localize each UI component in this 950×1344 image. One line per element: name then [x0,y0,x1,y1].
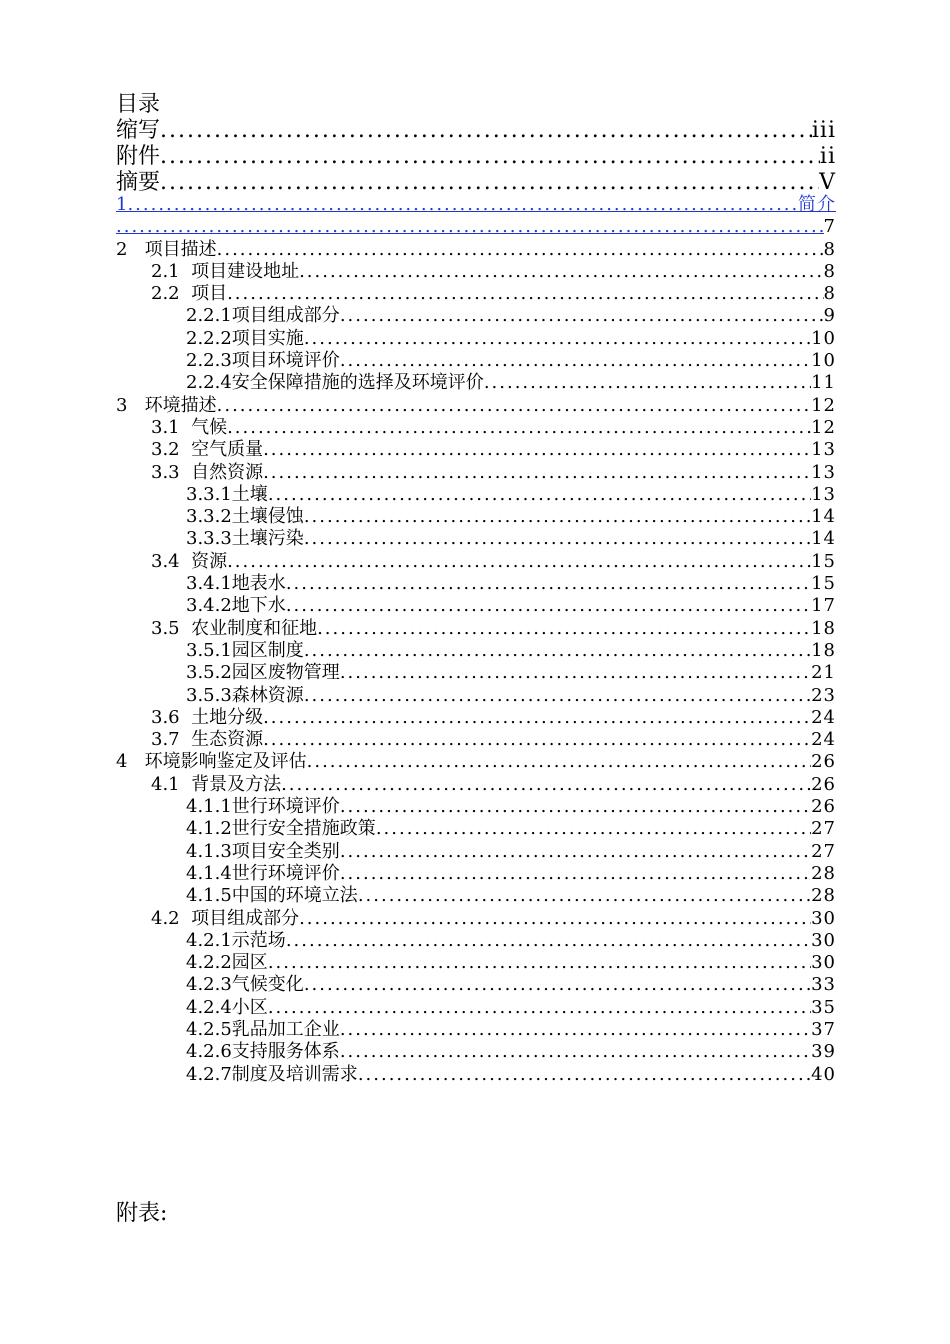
toc-entry[interactable] [116,662,836,684]
dot-leader [340,662,811,684]
dot-leader [358,1064,811,1086]
toc-entry-page: 10 [811,350,836,372]
dot-leader [340,841,811,863]
toc-entry[interactable] [116,863,836,885]
toc-entry-label: 4.1 背景及方法 [151,773,282,795]
toc-entry-page: 23 [811,684,836,706]
toc-entry[interactable] [116,729,836,751]
toc-entry-attachments[interactable] [116,144,836,170]
toc-entry[interactable] [116,774,836,796]
dot-leader [263,439,811,461]
dot-leader [304,506,811,528]
toc-entry-page-label: 简介 [798,194,836,215]
toc-entry[interactable] [116,1019,836,1041]
dot-leader [376,818,811,840]
appendix-heading: 附表: [116,1201,168,1226]
toc-entry-label: 4.1.5中国的环境立法 [186,885,358,907]
toc-entry-page: 15 [811,573,836,595]
dot-leader [299,908,811,930]
toc-entry-page: V [819,170,836,195]
toc-entry-label: 4.2.4小区 [186,996,268,1018]
toc-entry-page: 13 [811,461,836,483]
toc-entry-page: 10 [811,327,836,349]
toc-entry-label: 3.4.2地下水 [186,595,286,617]
toc-entry-page: 28 [811,862,836,884]
toc-entry-page: 14 [811,506,836,528]
dot-leader [268,484,811,506]
dot-leader [317,618,811,640]
dot-leader [358,885,811,907]
toc-entry-page: iii [811,118,836,143]
dot-leader [286,573,811,595]
toc-entry-page: 30 [811,907,836,929]
toc-entry[interactable] [116,528,836,550]
toc-entry-label: 3.6 土地分级 [151,706,264,728]
toc-entry-label: 3.2 空气质量 [151,439,264,461]
toc-entry-page: 26 [811,751,836,773]
toc-entry[interactable] [116,908,836,930]
toc-entry-label: 4.2 项目组成部分 [151,907,300,929]
toc-entry-label: 4.2.1示范场 [186,929,286,951]
toc-entry-page: 8 [823,260,836,282]
toc-entry-page: 12 [811,394,836,416]
toc-entry-page: 12 [811,416,836,438]
toc-entry[interactable] [116,551,836,573]
toc-entry-label: 4.1.2世行安全措施政策 [186,818,376,840]
dot-leader [286,595,811,617]
toc-entry[interactable] [116,395,836,417]
toc-entry-summary[interactable] [116,170,836,196]
toc-entry-page: 21 [811,662,836,684]
toc-entry-label: 3.5.1园区制度 [186,639,304,661]
toc-entry[interactable] [116,462,836,484]
dot-leader [160,170,819,196]
dot-leader [340,305,824,327]
toc-entry[interactable] [116,305,836,327]
dot-leader [227,417,811,439]
toc-entry[interactable] [116,618,836,640]
toc-entry[interactable] [116,1041,836,1063]
toc-entry-page: 26 [811,773,836,795]
toc-entry[interactable] [116,506,836,528]
toc-entry[interactable] [116,439,836,461]
dot-leader [484,372,811,394]
toc-entry-page: 15 [811,550,836,572]
dot-leader [160,118,812,144]
toc-entry[interactable] [116,685,836,707]
dot-leader [340,350,811,372]
toc-entry-abbreviations[interactable] [116,118,836,144]
toc-entry-label: 4.1.1世行环境评价 [186,796,340,818]
toc-entry-label: 2.2.2项目实施 [186,327,304,349]
toc-entry[interactable] [116,796,836,818]
toc-entry-label: 3.5.3森林资源 [186,684,304,706]
dot-leader [304,328,811,350]
toc-entry-page: 9 [823,305,836,327]
toc-entry-page: 18 [811,617,836,639]
toc-entry-label: 2 项目描述 [116,238,217,260]
dot-leader [263,462,811,484]
toc-entry-label: 2.2.4安全保障措施的选择及环境评价 [186,372,484,394]
dot-leader [116,216,824,238]
toc-entry-label: 3.3.3土壤污染 [186,528,304,550]
dot-leader [299,261,823,283]
toc-entry-page: 27 [811,840,836,862]
toc-entry-page: 28 [811,885,836,907]
toc-entry[interactable] [116,885,836,907]
toc-entry-introduction-link[interactable] [116,194,836,216]
toc-entry[interactable] [116,841,836,863]
toc-entry-label: 2.1 项目建设地址 [151,260,300,282]
toc-entry[interactable] [116,974,836,996]
dot-leader [268,952,811,974]
toc-entry-label: 2.2.3项目环境评价 [186,350,340,372]
toc-entry-page: 33 [811,974,836,996]
toc-entry-label: 3.5 农业制度和征地 [151,617,318,639]
toc-entry-page: 35 [811,996,836,1018]
toc-entry-label: 摘要 [116,170,161,195]
toc-entry-page: 24 [811,729,836,751]
dot-leader [281,774,811,796]
dot-leader [263,707,811,729]
toc-entry[interactable] [116,707,836,729]
dot-leader [340,796,811,818]
toc-entry-label: 4.2.3气候变化 [186,974,304,996]
toc-entry-page: ii [819,144,836,169]
dot-leader [268,997,811,1019]
dot-leader [227,551,811,573]
toc-entry[interactable] [116,595,836,617]
dot-leader [217,395,811,417]
toc-entry-label: 3.4 资源 [151,550,228,572]
dot-leader [304,528,811,550]
toc-entry-label: 3.3 自然资源 [151,461,264,483]
toc-entry[interactable] [116,350,836,372]
toc-entry-label: 4.2.2园区 [186,952,268,974]
dot-leader [227,283,823,305]
toc-entry-label: 3.4.1地表水 [186,573,286,595]
toc-entry[interactable] [116,372,836,394]
toc-entry-label: 4.1.3项目安全类别 [186,840,340,862]
toc-entry-label: 4.2.7制度及培训需求 [186,1063,358,1085]
dot-leader [304,640,811,662]
toc-entry-label: 缩写 [116,118,161,143]
toc-entry[interactable] [116,261,836,283]
toc-entry[interactable] [116,997,836,1019]
dot-leader [263,729,811,751]
toc-entry[interactable] [116,239,836,261]
toc-title: 目录 [116,92,161,117]
toc-entry-page: 14 [811,528,836,550]
toc-entry-label: 4.2.6支持服务体系 [186,1041,340,1063]
toc-entry[interactable] [116,283,836,305]
dot-leader [340,863,811,885]
toc-entry-page: 13 [811,439,836,461]
toc-entry[interactable] [116,952,836,974]
toc-entry-page: 37 [811,1018,836,1040]
toc-entry-page: 18 [811,639,836,661]
dot-leader [304,974,811,996]
toc-entry-page: 30 [811,929,836,951]
toc-entry-page: 8 [823,283,836,305]
toc-entry[interactable] [116,751,836,773]
toc-entry[interactable] [116,484,836,506]
toc-entry-page: 30 [811,952,836,974]
dot-leader [217,239,824,261]
toc-entry-label: 1 [116,194,128,215]
toc-entry-label: 4.2.5乳品加工企业 [186,1018,340,1040]
toc-entry-page: 40 [811,1063,836,1085]
toc-entry-label: 3 环境描述 [116,394,217,416]
toc-entry-introduction-continuation[interactable] [116,216,836,238]
toc-entry-label: 3.1 气候 [151,416,228,438]
toc-entry-label: 4.1.4世行环境评价 [186,862,340,884]
toc-entry-page: 11 [811,372,836,394]
toc-entry-label: 2.2.1项目组成部分 [186,305,340,327]
toc-entry-page: 24 [811,706,836,728]
toc-entry[interactable] [116,818,836,840]
toc-entry[interactable] [116,328,836,350]
toc-entry-label: 3.3.1土壤 [186,483,268,505]
toc-entry-page: 26 [811,796,836,818]
table-of-contents [116,194,836,1086]
toc-entry-page: 7 [823,216,836,238]
dot-leader [304,685,811,707]
toc-entry-label: 附件 [116,144,161,169]
dot-leader [160,144,820,170]
toc-entry-page: 39 [811,1041,836,1063]
toc-entry-label: 3.7 生态资源 [151,729,264,751]
toc-entry[interactable] [116,1064,836,1086]
toc-entry[interactable] [116,640,836,662]
toc-entry[interactable] [116,930,836,952]
dot-leader [340,1019,811,1041]
toc-entry-page: 8 [823,238,836,260]
toc-entry-page: 27 [811,818,836,840]
toc-entry-label: 2.2 项目 [151,283,228,305]
toc-entry[interactable] [116,573,836,595]
dot-leader [340,1041,811,1063]
toc-entry-page: 13 [811,483,836,505]
toc-entry-page: 17 [811,595,836,617]
dot-leader [307,751,811,773]
dot-leader [286,930,811,952]
toc-entry-label: 3.3.2土壤侵蚀 [186,506,304,528]
toc-entry-label: 3.5.2园区废物管理 [186,662,340,684]
front-matter-entries [116,118,836,196]
dot-leader [127,194,798,216]
toc-entry[interactable] [116,417,836,439]
toc-entry-label: 4 环境影响鉴定及评估 [116,751,307,773]
